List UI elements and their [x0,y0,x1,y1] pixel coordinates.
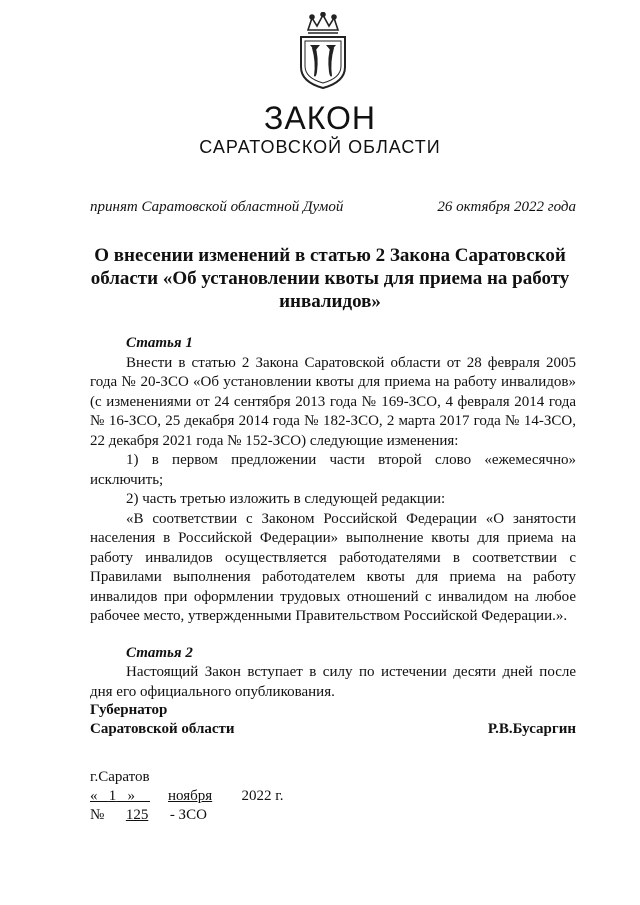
document-title: ЗАКОН [264,100,376,136]
adoption-date: 26 октября 2022 года [437,199,576,215]
signature-block [90,701,576,739]
signer-position-line-1: Губернатор [90,702,168,718]
footer-city: г.Саратов [90,769,150,785]
date-month: ноября [168,788,213,804]
article-1-title: Статья 1 [126,335,193,351]
article-1-item-1: 1) в первом предложении части второй слово «ежемесячно» исключить; [90,452,576,488]
adoption-line [90,199,576,216]
signer-name: Р.В.Бусаргин [487,721,576,737]
law-title: О внесении изменений в статью 2 Закона Саратовской области «Об установлении квоты для приема на работу инвалидов» [90,245,570,312]
adopted-by: принят Саратовской областной Думой [90,199,344,215]
footer-date [90,787,283,806]
signer-position-line-2: Саратовской области [90,721,235,737]
article-2-text: Настоящий Закон вступает в силу по истечении десяти дней после дня его официального опубликования. [90,664,576,700]
document-subtitle: САРАТОВСКОЙ ОБЛАСТИ [199,137,441,157]
number-suffix: - ЗСО [169,807,207,823]
footer-number [90,806,283,825]
article-1-intro: Внести в статью 2 Закона Саратовской области от 28 февраля 2005 года № 20-ЗСО «Об установлении квоты для приема на работу инвалидов» (с изменениями от 24 сентября 2013 года № 169-ЗСО, 4 февраля 2014 года № 16-ЗСО, 25 декабря 2014 года № 182-ЗСО, 2 марта 2017 года № 14-ЗСО, 22 декабря 2021 года № 152-ЗСО) следующие изменения: [90,354,576,449]
date-day: 1 [108,788,117,804]
document-footer [90,768,283,825]
coat-of-arms-icon [296,12,350,90]
date-close-quote: » [127,788,135,804]
document-body [90,334,576,702]
date-open-quote: « [90,788,98,804]
law-number: 125 [125,807,149,823]
number-prefix: № [90,807,105,823]
date-year: 2022 г. [241,788,284,804]
article-1-quote: «В соответствии с Законом Российской Федерации «О занятости населения в Российской Федерации» выполнение квоты для приема на работу инвалидов осуществляется работодателями в соответствии с Правилами выполнения работодателем квоты для приема на работу инвалидов при оформлении трудовых отношений с инвалидом на любое рабочее место, утвержденными Правительством Российской Федерации.». [90,510,576,624]
article-1-item-2: 2) часть третью изложить в следующей редакции: [126,491,446,507]
article-2-title: Статья 2 [126,644,193,661]
